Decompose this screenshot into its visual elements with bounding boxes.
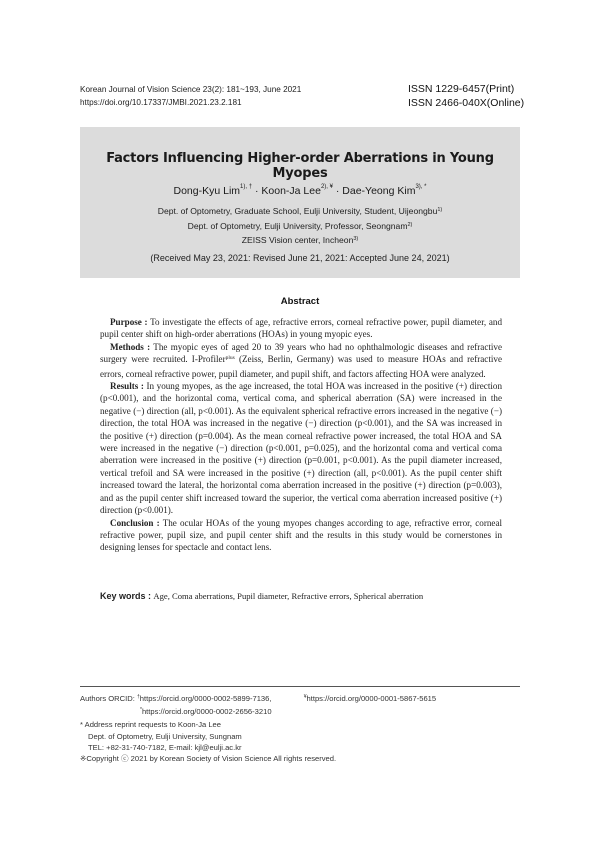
copyright: ※Copyright ⓒ 2021 by Korean Society of Vision Science All rights reserved. <box>80 754 337 764</box>
methods-text: The myopic eyes of aged 20 to 39 years who had no ophthalmologic diseases and refractive surgery were recruited. I-Profiler <box>100 341 503 365</box>
reprint-request: * Address reprint requests to Koon-Ja Lee <box>80 720 221 730</box>
journal-citation: Korean Journal of Vision Science 23(2): 181~193, June 2021 <box>80 85 302 94</box>
affiliation-mark: 1) <box>437 207 443 213</box>
author-mark: 2), ¥ <box>320 184 333 190</box>
abstract-body <box>100 316 502 554</box>
journal-doi: https://doi.org/10.17337/JMBI.2021.23.2.181 <box>80 97 242 107</box>
author-mark: 3), * <box>415 184 427 190</box>
affiliation-mark: 3) <box>353 236 359 242</box>
affiliation-text: Dept. of Optometry, Eulji University, Professor, Seongnam <box>187 221 408 231</box>
conclusion-label: Conclusion : <box>110 517 160 528</box>
orcid-label: Authors ORCID: <box>80 694 135 703</box>
keywords-text: Age, Coma aberrations, Pupil diameter, Refractive errors, Spherical aberration <box>153 591 424 601</box>
purpose-label: Purpose : <box>110 317 148 327</box>
abstract-results <box>100 380 502 516</box>
author-name: Koon-Ja Lee <box>261 185 321 197</box>
abstract-purpose <box>100 316 502 341</box>
conclusion-text: The ocular HOAs of the young myopes changes according to age, refractive error, corneal refractive power, pupil size, and pupil center shift and the results in this study would be cornerstones in designing lenses for spectacle and contact lens. <box>100 517 503 553</box>
reprint-dept: Dept. of Optometry, Eulji University, Sungnam <box>88 731 242 741</box>
abstract-heading: Abstract <box>280 296 320 307</box>
keywords <box>100 591 520 601</box>
title-box <box>80 127 520 278</box>
orcid-line <box>80 693 520 706</box>
abstract-methods <box>100 341 502 380</box>
orcid-line <box>80 706 520 719</box>
journal-citation-block <box>80 84 301 109</box>
footnotes <box>80 693 520 764</box>
methods-label: Methods : <box>110 341 151 352</box>
affiliation-text: ZEISS Vision center, Incheon <box>241 235 354 245</box>
methods-sup: plus <box>225 355 235 362</box>
author-separator: · <box>335 185 340 197</box>
purpose-text: To investigate the effects of age, refractive errors, corneal refractive power, pupil diameter, and pupil center shift on high-order aberrations (HOAs) in young myopic eyes. <box>100 317 503 340</box>
author-name: Dae-Yeong Kim <box>342 185 416 197</box>
affiliation <box>80 235 520 245</box>
issn-block <box>408 83 524 110</box>
affiliation <box>80 206 520 216</box>
methods-text-cont: (Zeiss, Berlin, Germany) was used to measure HOAs and refractive errors, corneal refractive power, pupil diameter, and pupil shift, and factors affecting HOA were analyzed. <box>100 354 502 379</box>
abstract-conclusion <box>100 517 502 554</box>
author-mark: 1), † <box>240 184 253 190</box>
results-label: Results : <box>110 381 144 392</box>
received-dates: (Received May 23, 2021: Revised June 21, 2021: Accepted June 24, 2021) <box>150 253 450 263</box>
affiliation-mark: 2) <box>407 222 413 228</box>
affiliation-text: Dept. of Optometry, Graduate School, Eulji University, Student, Uijeongbu <box>157 206 438 216</box>
paper-title: Factors Influencing Higher-order Aberrations in Young Myopes <box>106 151 494 181</box>
contact-info: TEL: +82-31-740-7182, E-mail: kjl@eulji.ac.kr <box>88 742 242 752</box>
author-list <box>80 185 520 197</box>
keywords-label: Key words : <box>100 591 152 601</box>
orcid-link[interactable]: https://orcid.org/0000-0002-5899-7136, <box>139 694 272 703</box>
author-name: Dong-Kyu Lim <box>173 185 241 197</box>
affiliation <box>80 221 520 231</box>
footnote-divider <box>80 686 520 687</box>
orcid-mark: ¥ <box>303 694 307 700</box>
results-text: In young myopes, as the age increased, the total HOA was increased in the positive (+) direction (p<0.001), and the horizontal coma, vertical coma, and spherical aberration (SA) were increased in the negative (−) direction (all, p<0.001). As the equivalent spherical refractive errors increased in the negative (−) direction, the total HOA was increased in the negative (−) direction (p<0.001), and the SA was increased in the positive (+) direction (p=0.004). As the mean corneal refractive power increased, the total HOA and SA were increased in the negative (−) direction (p<0.001, p=0.025), and the horizontal coma and vertical coma aberration were increased in the positive (+) direction (p=0.001, p<0.001). As the pupil diameter increased, vertical trefoil and SA were increased in the positive (+) direction (all, p<0.001). As the pupil center shift increased toward the lateral, the horizontal coma aberration increased in the positive (+) direction (p=0.003), and as the pupil center shift increased toward the superior, the vertical coma aberration increased positive (+) direction (p<0.001). <box>100 381 502 516</box>
issn-print: ISSN 1229-6457(Print) <box>408 83 515 95</box>
issn-online: ISSN 2466-040X(Online) <box>408 96 525 109</box>
orcid-mark: * <box>140 707 142 714</box>
orcid-link[interactable]: https://orcid.org/0000-0001-5867-5615 <box>306 694 437 703</box>
orcid-mark: † <box>136 694 140 700</box>
author-separator: · <box>254 185 259 197</box>
orcid-link[interactable]: https://orcid.org/0000-0002-2656-3210 <box>141 707 272 717</box>
